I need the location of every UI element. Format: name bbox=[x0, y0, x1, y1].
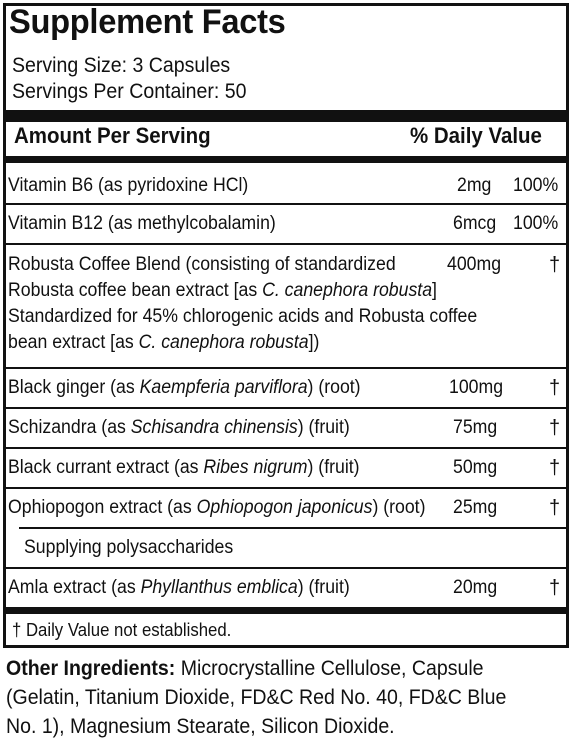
row-divider bbox=[6, 487, 566, 489]
nutrient-name: Vitamin B12 (as methylcobalamin) bbox=[8, 213, 276, 234]
nutrient-name-continued: Standardized for 45% chlorogenic acids and Robusta coffee bbox=[8, 306, 478, 327]
nutrient-name: Black ginger (as Kaempferia parviflora) (root) bbox=[8, 377, 361, 398]
row-divider bbox=[6, 243, 566, 245]
row-divider bbox=[6, 407, 566, 409]
nutrient-daily-value: 100% bbox=[513, 175, 559, 196]
dagger-symbol: † bbox=[549, 377, 561, 399]
row-divider bbox=[6, 567, 566, 569]
nutrient-name: Black currant extract (as Ribes nigrum) (fruit) bbox=[8, 457, 360, 478]
nutrient-amount: 100mg bbox=[449, 377, 504, 398]
nutrient-amount: 2mg bbox=[457, 175, 492, 196]
thick-divider-top bbox=[6, 110, 566, 122]
dagger-symbol: † bbox=[549, 497, 561, 519]
dagger-symbol: † bbox=[549, 417, 561, 439]
nutrient-amount: 50mg bbox=[453, 457, 498, 478]
nutrient-name: Vitamin B6 (as pyridoxine HCl) bbox=[8, 175, 249, 196]
nutrient-name-continued: Robusta coffee bean extract [as C. canephora robusta] bbox=[8, 280, 437, 301]
row-divider bbox=[6, 203, 566, 205]
serving-size: Serving Size: 3 Capsules bbox=[12, 54, 231, 77]
dagger-symbol: † bbox=[549, 577, 561, 599]
nutrient-name: Amla extract (as Phyllanthus emblica) (fruit) bbox=[8, 577, 350, 598]
row-divider bbox=[6, 447, 566, 449]
thick-divider-header bbox=[6, 156, 566, 163]
other-ingredients: Other Ingredients: Microcrystalline Cellulose, Capsule (Gelatin, Titanium Dioxide, FD&C Red No. 40, FD&C Blue No. 1), Magnesium Stearate, Silicon Dioxide. bbox=[6, 657, 507, 738]
nutrient-amount: 20mg bbox=[453, 577, 498, 598]
sub-item-name: Supplying polysaccharides bbox=[24, 537, 234, 558]
servings-per-container: Servings Per Container: 50 bbox=[12, 80, 247, 103]
nutrient-daily-value: 100% bbox=[513, 213, 559, 234]
nutrient-amount: 6mcg bbox=[453, 213, 497, 234]
panel-title: Supplement Facts bbox=[9, 3, 286, 41]
nutrient-amount: 400mg bbox=[447, 254, 502, 275]
nutrient-name: Ophiopogon extract (as Ophiopogon japonicus) (root) bbox=[8, 497, 426, 518]
nutrient-name-continued: bean extract [as C. canephora robusta]) bbox=[8, 332, 320, 353]
nutrient-amount: 75mg bbox=[453, 417, 498, 438]
nutrient-name: Robusta Coffee Blend (consisting of standardized bbox=[8, 254, 396, 275]
footnote: † Daily Value not established. bbox=[12, 620, 232, 640]
nutrient-amount: 25mg bbox=[453, 497, 498, 518]
row-divider bbox=[6, 367, 566, 369]
nutrient-name: Schizandra (as Schisandra chinensis) (fruit) bbox=[8, 417, 350, 438]
thick-divider-bottom bbox=[6, 607, 566, 614]
amount-per-serving-heading: Amount Per Serving bbox=[14, 123, 211, 148]
dagger-symbol: † bbox=[549, 254, 561, 276]
daily-value-heading: % Daily Value bbox=[410, 123, 542, 148]
row-divider-indented bbox=[19, 527, 566, 529]
other-ingredients-label: Other Ingredients: bbox=[6, 657, 176, 680]
dagger-symbol: † bbox=[549, 457, 561, 479]
